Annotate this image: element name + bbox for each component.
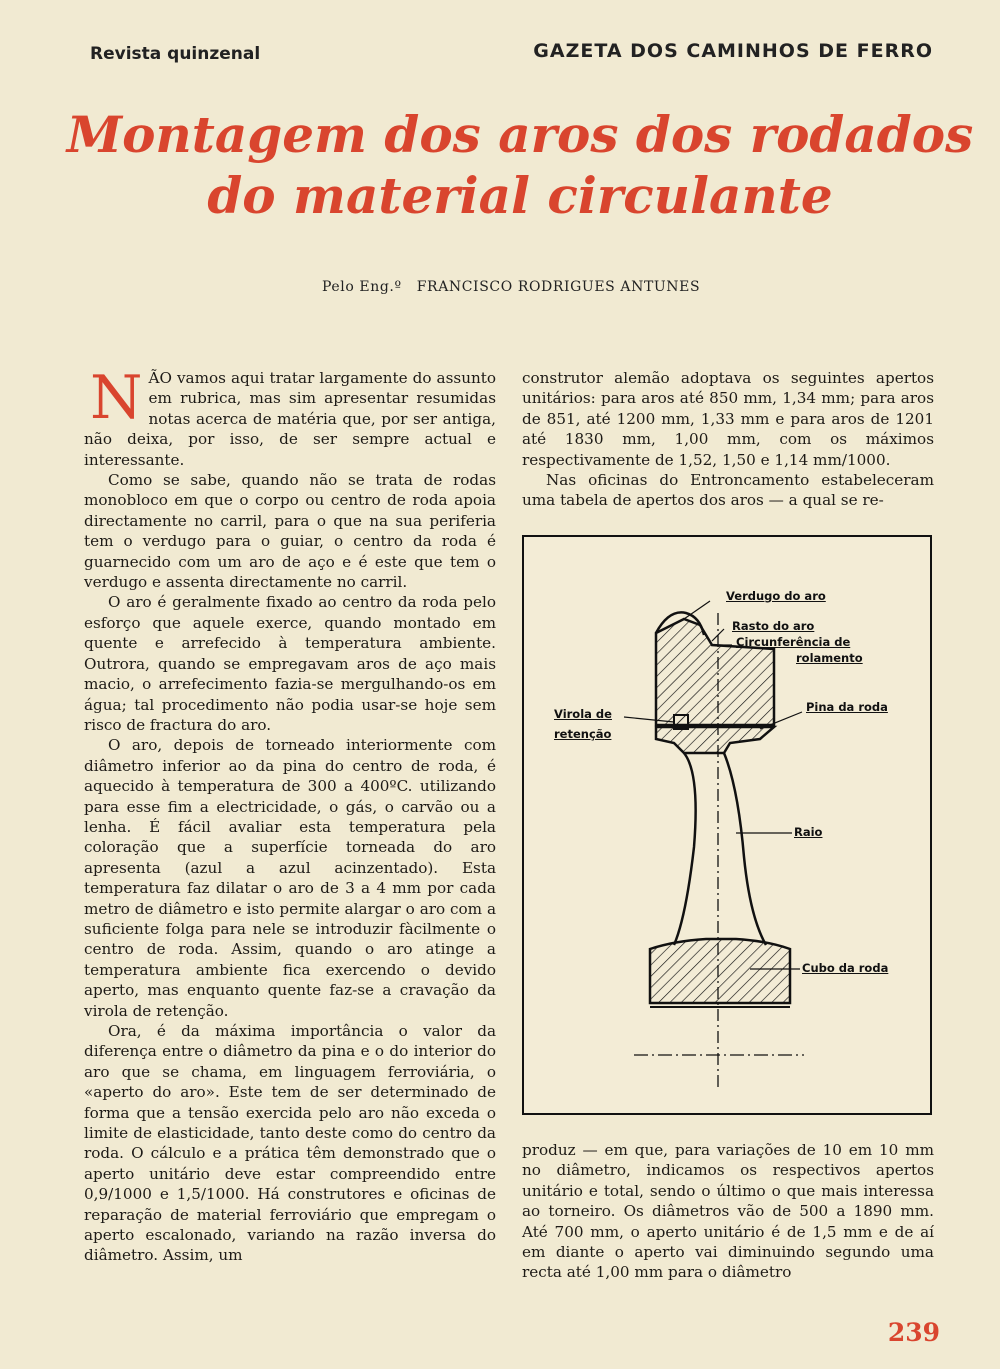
wheel-rim-section	[656, 727, 774, 753]
paragraph-1	[84, 363, 496, 470]
page-number: 239	[887, 1318, 940, 1347]
hub-section	[650, 939, 790, 1003]
paragraph-1-text: ÃO vamos aqui tratar largamente do assunto em rubrica, mas sim apresentar resumidas notas acerca de matéria que, por ser antiga, não deixa, por isso, de ser sempre actual e interessante.	[84, 369, 496, 469]
byline-prefix: Pelo Eng.º	[322, 279, 402, 295]
byline	[322, 279, 700, 295]
label-verdugo: Verdugo do aro	[726, 589, 826, 603]
drop-cap: N	[90, 363, 143, 433]
left-column	[84, 363, 496, 1266]
paragraph-8: produz — em que, para variações de 10 em 10 mm no diâmetro, indicamos os respectivos apertos unitário e total, sendo o último o que mais interessa ao torneiro. Os diâmetros vão de 500 a 1890 mm. Até 700 mm, o aperto unitário é de 1,5 mm e de aí em diante o aperto vai diminuindo segundo uma recta até 1,00 mm para o diâmetro	[522, 1141, 934, 1282]
wheel-section-figure	[522, 535, 932, 1115]
paragraph-5: Ora, é da máxima importância o valor da diferença entre o diâmetro da pina e o do interior do aro que se chama, em linguagem ferroviária, o «aperto do aro». Este tem de ser determinado de forma que a tensão exercida pelo aro não exceda o limite de elasticidade, tanto deste como do centro da roda. O cálculo e a prática têm demonstrado que o aperto unitário deve estar compreendido entre 0,9/1000 e 1,5/1000. Há construtores e oficinas de reparação de material ferroviário que empregam o aperto escalonado, variando na razão inversa do diâmetro. Assim, um	[84, 1022, 496, 1265]
header-publication-frequency: Revista quinzenal	[90, 44, 261, 64]
wheel-section-drawing	[524, 537, 930, 1113]
spoke-outline	[674, 753, 766, 945]
label-cubo: Cubo da roda	[802, 961, 889, 975]
label-virola-2: retenção	[554, 727, 612, 741]
right-column-top	[522, 368, 934, 511]
right-column-bottom	[522, 1140, 934, 1283]
paragraph-3: O aro é geralmente fixado ao centro da roda pelo esforço que aquele exerce, quando montado em quente e arrefecido à temperatura ambiente. Outrora, quando se empregavam aros de aço mais macio, o arrefecimento fazia-se mergulhando-os em água; tal procedimento não podia usar-se hoje sem risco de fractura do aro.	[84, 593, 496, 734]
author-name: FRANCISCO RODRIGUES ANTUNES	[416, 279, 701, 295]
title-line-2: do material circulante	[207, 166, 833, 225]
paragraph-4: O aro, depois de torneado interiormente com diâmetro inferior ao da pina do centro de roda, é aquecido à temperatura de 300 a 400ºC. utilizando para esse fim a electricidade, o gás, o carvão ou a lenha. É fácil avaliar esta temperatura pela coloração que a superfície torneada do aro apresenta (azul a azul acinzentado). Esta temperatura faz dilatar o aro de 3 a 4 mm por cada metro de diâmetro e isto permite alargar o aro com a suficiente folga para nele se introduzir fàcilmente o centro de roda. Assim, quando o aro atinge a temperatura ambiente fica exercendo o devido aperto, mas enquanto quente faz-se a cravação da virola de retenção.	[84, 736, 496, 1020]
article-title	[60, 104, 980, 226]
paragraph-2: Como se sabe, quando não se trata de rodas monobloco em que o corpo ou centro de roda apoia directamente no carril, para o que na sua periferia tem o verdugo para o guiar, o centro da roda é guarnecido com um aro de aço e é este que tem o verdugo e assenta directamente no carril.	[84, 471, 496, 592]
paragraph-7: Nas oficinas do Entroncamento estabeleceram uma tabela de apertos dos aros — a qual se re-	[522, 471, 934, 510]
leader-verdugo	[684, 601, 710, 619]
label-rasto: Rasto do aro	[732, 619, 815, 633]
paragraph-6: construtor alemão adoptava os seguintes apertos unitários: para aros até 850 mm, 1,34 mm; para aros de 851, até 1200 mm, 1,33 mm e para aros de 1201 até 1830 mm, 1,00 mm, com os máximos respectivamente de 1,52, 1,50 e 1,14 mm/1000.	[522, 369, 934, 469]
label-circunferencia-2: rolamento	[796, 651, 863, 665]
label-pina: Pina da roda	[806, 700, 888, 714]
header-journal-name: GAZETA DOS CAMINHOS DE FERRO	[533, 40, 933, 62]
label-raio: Raio	[794, 825, 823, 839]
label-virola-1: Virola de	[554, 707, 612, 721]
label-circunferencia-1: Circunferência de	[736, 635, 851, 649]
title-line-1: Montagem dos aros dos rodados	[66, 105, 974, 164]
